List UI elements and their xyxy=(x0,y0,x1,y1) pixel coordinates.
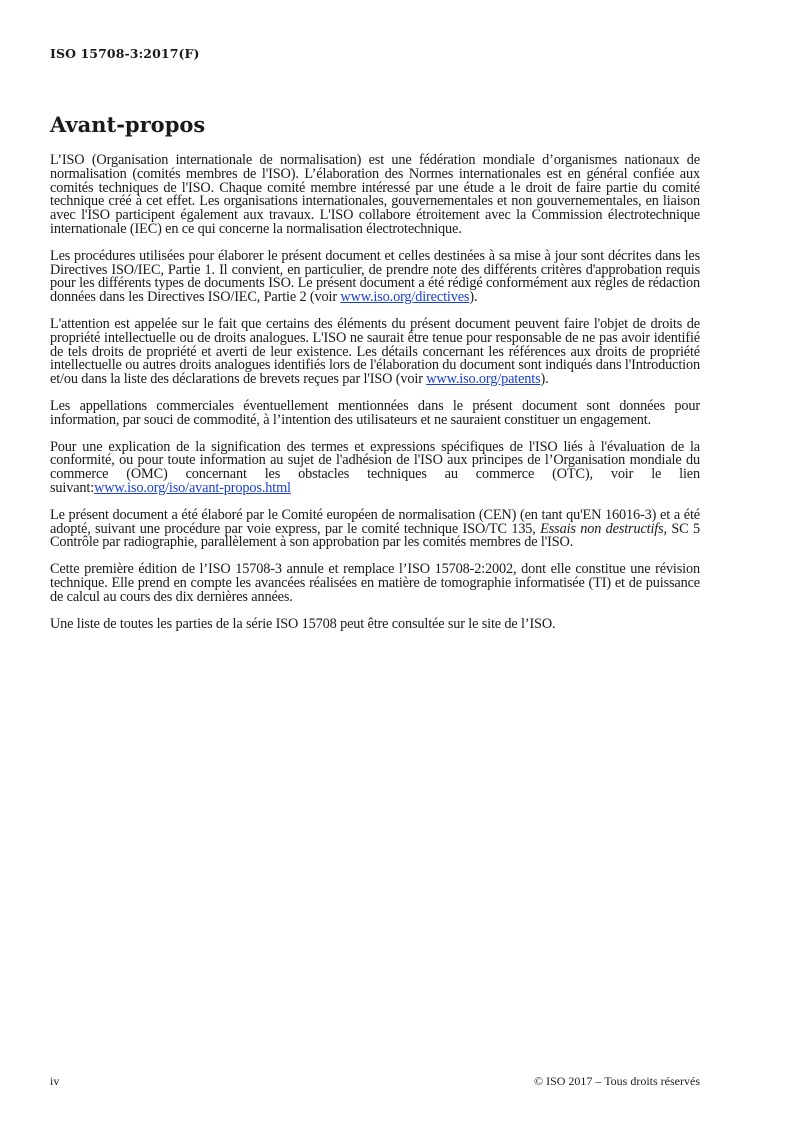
foreword-body xyxy=(50,154,700,644)
foreword-link[interactable]: www.iso.org/iso/avant-propos.html xyxy=(94,479,291,496)
paragraph-committee xyxy=(50,506,700,551)
paragraph-trade-names: Les appellations commerciales éventuellement mentionnées dans le présent document sont données pour information, par souci de commodité, à l’intention des utilisateurs et ne sauraient constituer un engagement. xyxy=(50,397,700,428)
committee-name: Essais non destructifs xyxy=(540,520,664,537)
paragraph-text: Les procédures utilisées pour élaborer le présent document et celles destinées à sa mise à jour sont décrites dans les Directives ISO/IEC, Partie 1. Il convient, en particulier, de prendre note des différents critères d'approbation requis pour les différents types de documents ISO. Le présent document a été rédigé conformément aux règles de rédaction données dans les Directives ISO/IEC, Partie 2 (voir xyxy=(50,247,700,306)
paragraph-text: ). xyxy=(540,371,549,388)
paragraph-conformity xyxy=(50,438,700,496)
paragraph-procedures xyxy=(50,247,700,306)
paragraph-text: L'attention est appelée sur le fait que certains des éléments du présent document peuvent faire l'objet de droits de propriété intellectuelle ou de droits analogues. L'ISO ne saurait être tenue pour responsable de ne pas avoir identifié de tels droits de propriété et averti de leur existence. Les détails concernant les références aux droits de propriété intellectuelle ou autres droits analogues identifiés lors de l'élaboration du document sont indiqués dans l'Introduction et/ou dans la liste des déclarations de brevets reçues par l'ISO (voir xyxy=(50,315,700,388)
paragraph-text: Pour une explication de la signification des termes et expressions spécifiques de l'ISO liés à l'évaluation de la conformité, ou pour toute information au sujet de l'adhésion de l'ISO aux principes de l’Organisation mondiale du commerce (OMC) concernant les obstacles techniques au commerce (OTC), voir le lien suivant: xyxy=(50,438,700,496)
directives-link[interactable]: www.iso.org/directives xyxy=(340,289,470,306)
paragraph-patents xyxy=(50,315,700,388)
document-id: ISO 15708-3:2017(F) xyxy=(50,46,200,61)
copyright-notice: © ISO 2017 – Tous droits réservés xyxy=(533,1074,700,1088)
paragraph-parts-list: Une liste de toutes les parties de la série ISO 15708 peut être consultée sur le site de l’ISO. xyxy=(50,615,556,632)
paragraph-text: ). xyxy=(469,289,478,306)
paragraph-text: Le présent document a été élaboré par le Comité européen de normalisation (CEN) (en tant qu'EN 16016-3) et a été adopté, suivant une procédure par voie express, par le comité technique ISO/TC 135, xyxy=(50,506,700,537)
paragraph-edition: Cette première édition de l’ISO 15708-3 annule et remplace l’ISO 15708-2:2002, dont elle constitue une révision technique. Elle prend en compte les avancées réalisées en matière de tomographie informatisée (TI) et de puissance de calcul au cours des dix dernières années. xyxy=(50,561,700,605)
page-title: Avant-propos xyxy=(50,112,206,137)
paragraph-text: , SC 5 Contrôle par radiographie, parallèlement à son approbation par les comités membres de l'ISO. xyxy=(50,520,700,551)
page-number: iv xyxy=(50,1074,60,1088)
patents-link[interactable]: www.iso.org/patents xyxy=(426,371,541,388)
paragraph-iso-organisation: L’ISO (Organisation internationale de normalisation) est une fédération mondiale d’organismes nationaux de normalisation (comités membres de l'ISO). L’élaboration des Normes internationales est en général confiée aux comités techniques de l'ISO. Chaque comité membre intéressé par une étude a le droit de faire partie du comité technique créé à cet effet. Les organisations internationales, gouvernementales et non gouvernementales, en liaison avec l'ISO participent également aux travaux. L'ISO collabore étroitement avec la Commission électrotechnique internationale (IEC) en ce qui concerne la normalisation électrotechnique. xyxy=(50,152,700,237)
